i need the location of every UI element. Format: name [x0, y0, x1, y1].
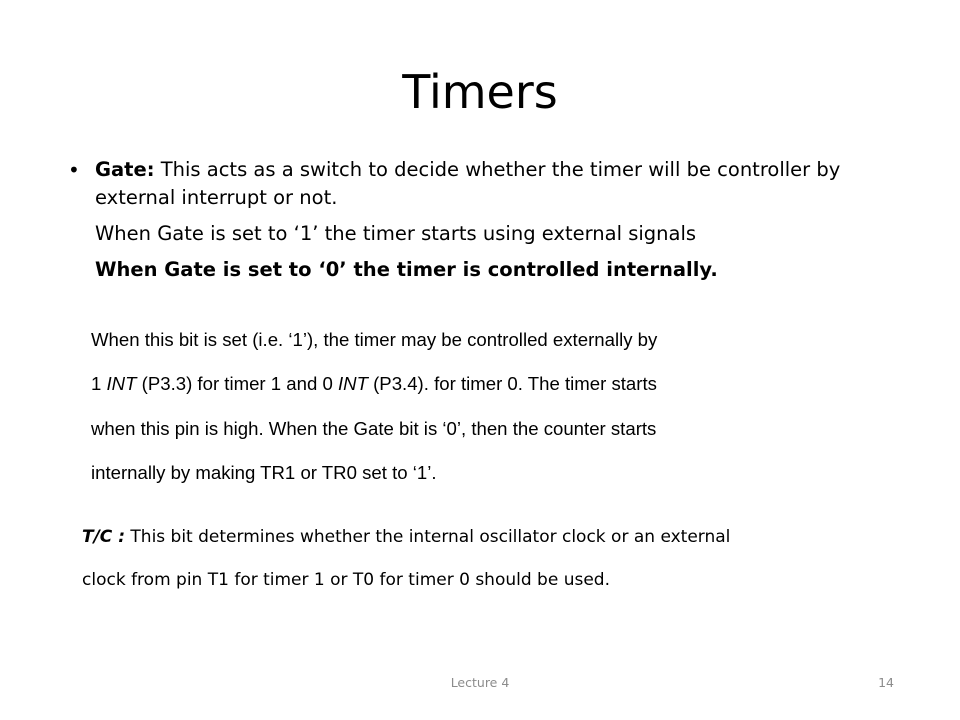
bullet-label: Gate: [95, 158, 155, 181]
tc-label: T/C : [82, 527, 125, 547]
tc-line-2: clock from pin T1 for timer 1 or T0 for timer 0 should be used. [82, 570, 610, 590]
paragraph-line-2-part-b: (P3.3) for timer 1 and 0 [136, 373, 338, 395]
paragraph-line-2-part-c: (P3.4). for timer 0. The timer starts [367, 373, 657, 395]
bullet-block [68, 156, 898, 284]
tc-line-1-text: This bit determines whether the internal oscillator clock or an external [125, 527, 731, 547]
gate-explanation-paragraph [91, 318, 826, 495]
int0-signal: INT [338, 373, 368, 395]
tc-description [82, 516, 842, 602]
bullet-icon: • [68, 158, 80, 182]
int1-signal: INT [106, 373, 137, 395]
gate-set-one-line: When Gate is set to ‘1’ the timer starts using external signals [95, 222, 697, 245]
paragraph-line-4: internally by making TR1 or TR0 set to ‘1’. [91, 461, 437, 483]
footer-page-number: 14 [878, 675, 894, 690]
footer-lecture: Lecture 4 [450, 675, 510, 690]
gate-set-zero-line: When Gate is set to ‘0’ the timer is controlled internally. [95, 258, 718, 281]
bullet-item-gate [68, 156, 898, 212]
slide-title: Timers [402, 65, 558, 119]
paragraph-line-2-part-a: 1 [91, 373, 107, 395]
paragraph-line-3: when this pin is high. When the Gate bit is ‘0’, then the counter starts [91, 417, 657, 439]
tc-line-1 [82, 516, 842, 559]
paragraph-line-1: When this bit is set (i.e. ‘1’), the timer may be controlled externally by [91, 329, 658, 350]
bullet-text [95, 156, 898, 212]
paragraph-line-2 [91, 362, 826, 406]
bullet-description: This acts as a switch to decide whether the timer will be controller by external interrupt or not. [95, 158, 841, 209]
